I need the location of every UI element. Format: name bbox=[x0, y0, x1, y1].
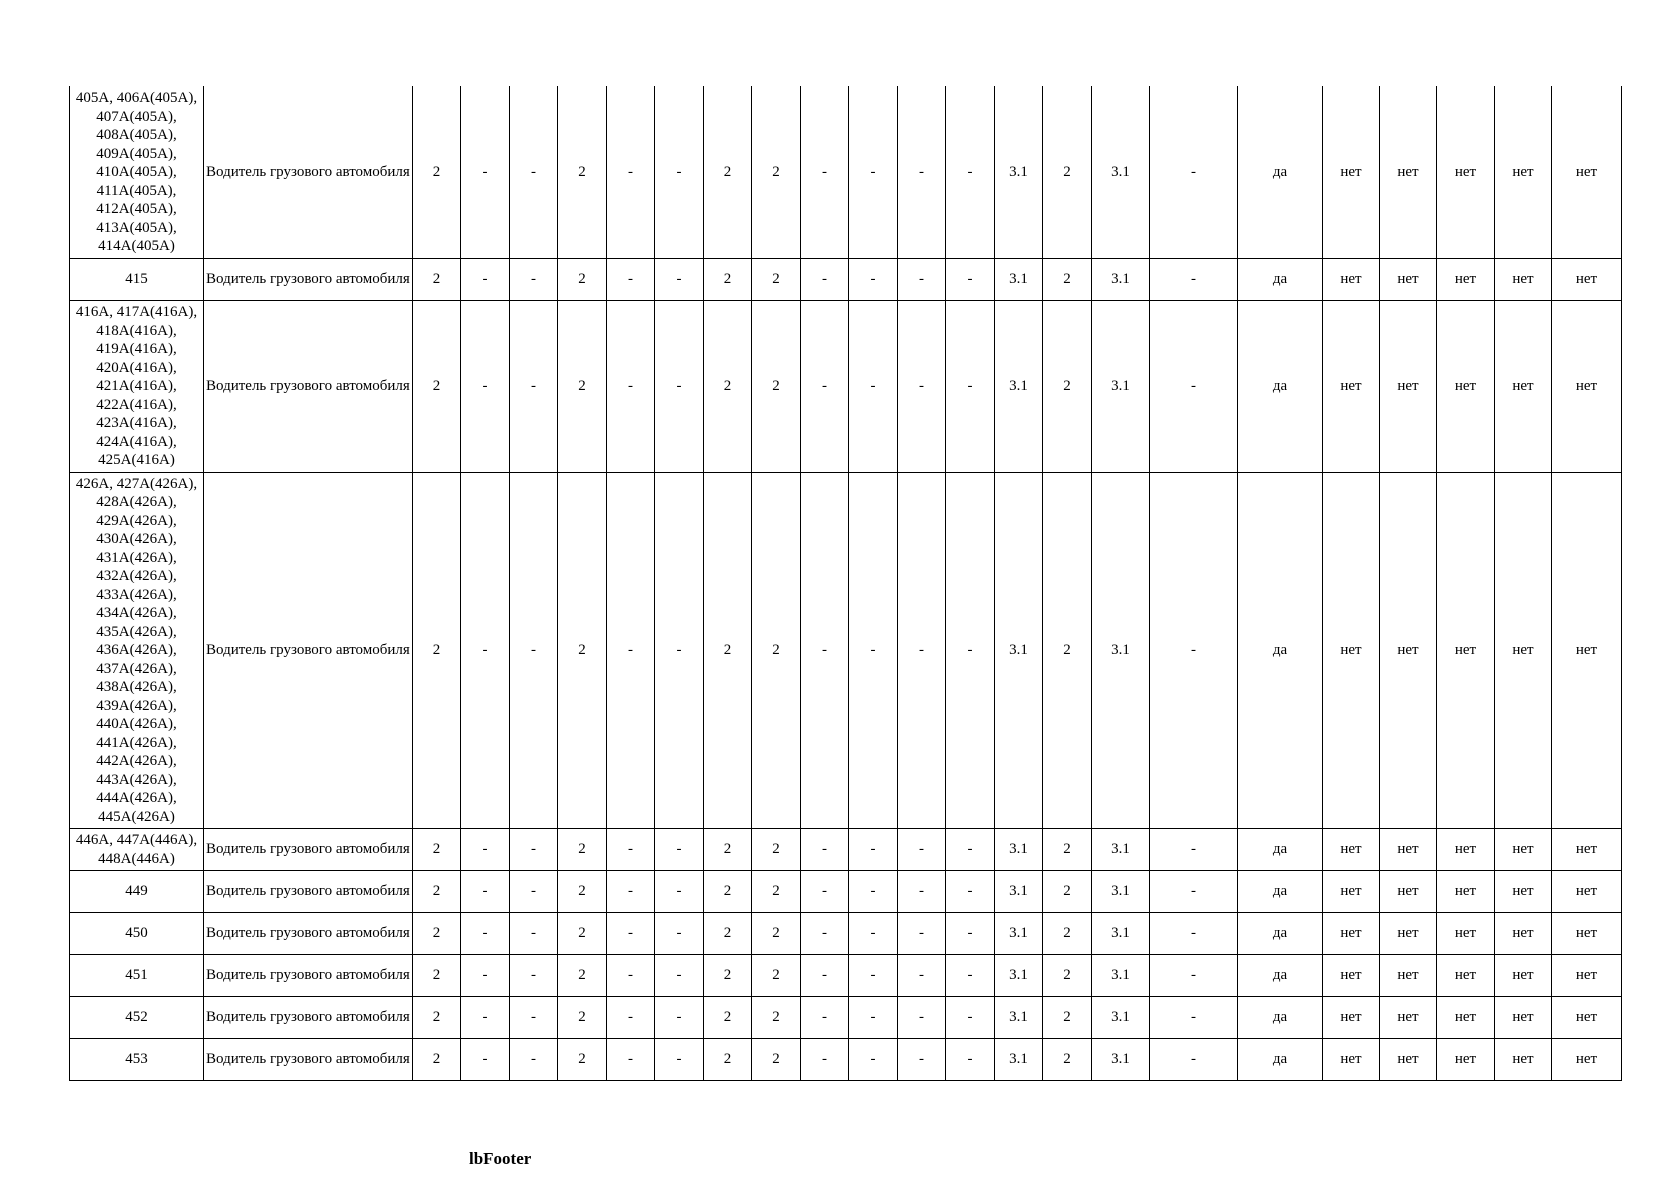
value-cell: нет bbox=[1552, 870, 1622, 912]
value-cell: 3.1 bbox=[995, 828, 1043, 870]
value-cell: нет bbox=[1495, 828, 1552, 870]
value-cell: 2 bbox=[1043, 870, 1092, 912]
value-cell: 3.1 bbox=[1092, 1038, 1150, 1080]
value-cell: 3.1 bbox=[1092, 472, 1150, 828]
value-cell: нет bbox=[1495, 996, 1552, 1038]
value-cell: нет bbox=[1380, 472, 1437, 828]
value-cell: нет bbox=[1495, 258, 1552, 300]
value-cell: - bbox=[461, 1038, 510, 1080]
value-cell: - bbox=[510, 870, 558, 912]
value-cell: нет bbox=[1495, 870, 1552, 912]
value-cell: 2 bbox=[704, 86, 752, 258]
value-cell: - bbox=[607, 828, 655, 870]
value-cell: - bbox=[898, 954, 946, 996]
value-cell: да bbox=[1238, 912, 1323, 954]
value-cell: - bbox=[1150, 828, 1238, 870]
workplace-codes-cell: 449 bbox=[70, 870, 204, 912]
value-cell: нет bbox=[1437, 954, 1495, 996]
position-cell: Водитель грузового автомобиля bbox=[204, 954, 413, 996]
value-cell: нет bbox=[1437, 870, 1495, 912]
value-cell: - bbox=[801, 996, 849, 1038]
value-cell: - bbox=[801, 828, 849, 870]
value-cell: 2 bbox=[704, 258, 752, 300]
value-cell: нет bbox=[1437, 86, 1495, 258]
value-cell: - bbox=[801, 870, 849, 912]
workplace-codes-cell: 415 bbox=[70, 258, 204, 300]
value-cell: нет bbox=[1323, 912, 1380, 954]
table-row bbox=[70, 828, 1622, 870]
value-cell: - bbox=[801, 300, 849, 472]
value-cell: 2 bbox=[558, 258, 607, 300]
position-cell: Водитель грузового автомобиля bbox=[204, 1038, 413, 1080]
assessment-table bbox=[69, 86, 1622, 1081]
value-cell: нет bbox=[1552, 258, 1622, 300]
value-cell: - bbox=[461, 300, 510, 472]
value-cell: - bbox=[1150, 472, 1238, 828]
value-cell: 2 bbox=[752, 86, 801, 258]
value-cell: - bbox=[801, 912, 849, 954]
value-cell: - bbox=[801, 1038, 849, 1080]
table-row bbox=[70, 258, 1622, 300]
value-cell: нет bbox=[1552, 1038, 1622, 1080]
value-cell: 3.1 bbox=[995, 300, 1043, 472]
table-row bbox=[70, 1038, 1622, 1080]
value-cell: 2 bbox=[752, 828, 801, 870]
value-cell: - bbox=[510, 912, 558, 954]
value-cell: - bbox=[801, 258, 849, 300]
value-cell: да bbox=[1238, 870, 1323, 912]
value-cell: - bbox=[607, 472, 655, 828]
value-cell: нет bbox=[1380, 300, 1437, 472]
value-cell: нет bbox=[1323, 300, 1380, 472]
value-cell: - bbox=[461, 86, 510, 258]
value-cell: нет bbox=[1437, 828, 1495, 870]
value-cell: - bbox=[1150, 870, 1238, 912]
value-cell: - bbox=[655, 828, 704, 870]
value-cell: 2 bbox=[413, 258, 461, 300]
value-cell: - bbox=[946, 828, 995, 870]
value-cell: 3.1 bbox=[995, 996, 1043, 1038]
value-cell: 2 bbox=[558, 954, 607, 996]
value-cell: 2 bbox=[413, 472, 461, 828]
value-cell: - bbox=[510, 258, 558, 300]
value-cell: 2 bbox=[752, 870, 801, 912]
value-cell: - bbox=[1150, 300, 1238, 472]
value-cell: нет bbox=[1437, 1038, 1495, 1080]
value-cell: - bbox=[849, 472, 898, 828]
value-cell: 3.1 bbox=[995, 954, 1043, 996]
workplace-codes-cell: 451 bbox=[70, 954, 204, 996]
value-cell: да bbox=[1238, 1038, 1323, 1080]
value-cell: - bbox=[946, 1038, 995, 1080]
value-cell: - bbox=[607, 870, 655, 912]
value-cell: - bbox=[946, 300, 995, 472]
position-cell: Водитель грузового автомобиля bbox=[204, 828, 413, 870]
value-cell: - bbox=[849, 300, 898, 472]
value-cell: 2 bbox=[413, 828, 461, 870]
position-cell: Водитель грузового автомобиля bbox=[204, 300, 413, 472]
value-cell: - bbox=[461, 870, 510, 912]
value-cell: - bbox=[655, 1038, 704, 1080]
value-cell: 2 bbox=[1043, 954, 1092, 996]
value-cell: нет bbox=[1323, 86, 1380, 258]
value-cell: - bbox=[1150, 912, 1238, 954]
value-cell: нет bbox=[1495, 912, 1552, 954]
value-cell: 3.1 bbox=[995, 472, 1043, 828]
value-cell: нет bbox=[1437, 258, 1495, 300]
value-cell: да bbox=[1238, 954, 1323, 996]
value-cell: 3.1 bbox=[995, 258, 1043, 300]
value-cell: - bbox=[461, 258, 510, 300]
value-cell: 3.1 bbox=[1092, 828, 1150, 870]
value-cell: - bbox=[946, 258, 995, 300]
value-cell: 3.1 bbox=[1092, 996, 1150, 1038]
value-cell: 2 bbox=[413, 996, 461, 1038]
value-cell: - bbox=[655, 996, 704, 1038]
value-cell: - bbox=[510, 954, 558, 996]
value-cell: - bbox=[849, 86, 898, 258]
value-cell: - bbox=[510, 472, 558, 828]
value-cell: 2 bbox=[704, 870, 752, 912]
value-cell: - bbox=[655, 258, 704, 300]
value-cell: 2 bbox=[752, 996, 801, 1038]
value-cell: 2 bbox=[1043, 300, 1092, 472]
value-cell: 2 bbox=[413, 954, 461, 996]
value-cell: - bbox=[898, 870, 946, 912]
value-cell: нет bbox=[1380, 912, 1437, 954]
value-cell: да bbox=[1238, 828, 1323, 870]
value-cell: 2 bbox=[752, 1038, 801, 1080]
table-row bbox=[70, 86, 1622, 258]
value-cell: 3.1 bbox=[995, 912, 1043, 954]
value-cell: нет bbox=[1495, 86, 1552, 258]
value-cell: 2 bbox=[558, 472, 607, 828]
table-row bbox=[70, 996, 1622, 1038]
value-cell: - bbox=[655, 954, 704, 996]
value-cell: нет bbox=[1380, 996, 1437, 1038]
value-cell: 2 bbox=[558, 912, 607, 954]
value-cell: 2 bbox=[752, 300, 801, 472]
value-cell: 2 bbox=[752, 954, 801, 996]
value-cell: - bbox=[655, 300, 704, 472]
value-cell: 2 bbox=[1043, 912, 1092, 954]
table-row bbox=[70, 300, 1622, 472]
value-cell: нет bbox=[1495, 954, 1552, 996]
value-cell: 3.1 bbox=[995, 870, 1043, 912]
table-row bbox=[70, 954, 1622, 996]
value-cell: 2 bbox=[1043, 86, 1092, 258]
value-cell: нет bbox=[1323, 954, 1380, 996]
value-cell: 3.1 bbox=[1092, 870, 1150, 912]
value-cell: 2 bbox=[558, 1038, 607, 1080]
value-cell: - bbox=[898, 996, 946, 1038]
value-cell: - bbox=[946, 912, 995, 954]
table-row bbox=[70, 472, 1622, 828]
workplace-codes-cell: 452 bbox=[70, 996, 204, 1038]
value-cell: нет bbox=[1495, 300, 1552, 472]
value-cell: - bbox=[946, 954, 995, 996]
value-cell: 2 bbox=[558, 996, 607, 1038]
value-cell: - bbox=[461, 472, 510, 828]
value-cell: нет bbox=[1380, 86, 1437, 258]
value-cell: - bbox=[801, 86, 849, 258]
value-cell: нет bbox=[1552, 912, 1622, 954]
value-cell: - bbox=[655, 870, 704, 912]
value-cell: нет bbox=[1380, 258, 1437, 300]
position-cell: Водитель грузового автомобиля bbox=[204, 472, 413, 828]
value-cell: - bbox=[461, 996, 510, 1038]
workplace-codes-cell: 453 bbox=[70, 1038, 204, 1080]
value-cell: нет bbox=[1380, 828, 1437, 870]
value-cell: - bbox=[849, 996, 898, 1038]
workplace-codes-cell: 426А, 427А(426А), 428А(426А), 429А(426А), 430А(426А), 431А(426А), 432А(426А), 433А(426А), 434А(426А), 435А(426А), 436А(426А), 437А(426А), 438А(426А), 439А(426А), 440А(426А), 441А(426А), 442А(426А), 443А(426А), 444А(426А), 445А(426А) bbox=[70, 472, 204, 828]
workplace-codes-cell: 405А, 406А(405А), 407А(405А), 408А(405А), 409А(405А), 410А(405А), 411А(405А), 412А(405А), 413А(405А), 414А(405А) bbox=[70, 86, 204, 258]
value-cell: нет bbox=[1323, 472, 1380, 828]
value-cell: нет bbox=[1323, 870, 1380, 912]
value-cell: - bbox=[607, 86, 655, 258]
value-cell: - bbox=[607, 1038, 655, 1080]
value-cell: - bbox=[461, 954, 510, 996]
value-cell: 2 bbox=[1043, 828, 1092, 870]
value-cell: 2 bbox=[1043, 1038, 1092, 1080]
value-cell: - bbox=[849, 1038, 898, 1080]
value-cell: 3.1 bbox=[1092, 912, 1150, 954]
value-cell: - bbox=[510, 1038, 558, 1080]
value-cell: 3.1 bbox=[995, 1038, 1043, 1080]
value-cell: - bbox=[461, 828, 510, 870]
value-cell: 2 bbox=[704, 472, 752, 828]
value-cell: - bbox=[1150, 954, 1238, 996]
value-cell: 2 bbox=[704, 300, 752, 472]
value-cell: - bbox=[849, 912, 898, 954]
value-cell: 2 bbox=[413, 1038, 461, 1080]
value-cell: нет bbox=[1552, 996, 1622, 1038]
value-cell: 3.1 bbox=[1092, 258, 1150, 300]
value-cell: - bbox=[510, 300, 558, 472]
value-cell: 2 bbox=[752, 258, 801, 300]
value-cell: 2 bbox=[752, 472, 801, 828]
value-cell: - bbox=[1150, 258, 1238, 300]
table-row bbox=[70, 870, 1622, 912]
value-cell: - bbox=[607, 996, 655, 1038]
value-cell: - bbox=[801, 954, 849, 996]
value-cell: 2 bbox=[704, 828, 752, 870]
value-cell: 2 bbox=[413, 300, 461, 472]
value-cell: нет bbox=[1323, 1038, 1380, 1080]
value-cell: - bbox=[898, 828, 946, 870]
value-cell: 3.1 bbox=[1092, 86, 1150, 258]
value-cell: 2 bbox=[1043, 996, 1092, 1038]
value-cell: 2 bbox=[704, 954, 752, 996]
value-cell: 3.1 bbox=[995, 86, 1043, 258]
value-cell: да bbox=[1238, 258, 1323, 300]
value-cell: - bbox=[898, 1038, 946, 1080]
value-cell: - bbox=[655, 86, 704, 258]
value-cell: 3.1 bbox=[1092, 954, 1150, 996]
value-cell: - bbox=[510, 828, 558, 870]
value-cell: нет bbox=[1380, 954, 1437, 996]
value-cell: 3.1 bbox=[1092, 300, 1150, 472]
value-cell: - bbox=[607, 300, 655, 472]
position-cell: Водитель грузового автомобиля bbox=[204, 86, 413, 258]
workplace-codes-cell: 446А, 447А(446А), 448А(446А) bbox=[70, 828, 204, 870]
value-cell: нет bbox=[1380, 870, 1437, 912]
value-cell: 2 bbox=[558, 828, 607, 870]
value-cell: 2 bbox=[704, 996, 752, 1038]
value-cell: - bbox=[801, 472, 849, 828]
value-cell: нет bbox=[1323, 828, 1380, 870]
page-footer: lbFooter bbox=[469, 1149, 532, 1168]
value-cell: 2 bbox=[1043, 258, 1092, 300]
value-cell: нет bbox=[1437, 300, 1495, 472]
value-cell: - bbox=[1150, 996, 1238, 1038]
value-cell: 2 bbox=[1043, 472, 1092, 828]
value-cell: нет bbox=[1552, 300, 1622, 472]
value-cell: - bbox=[1150, 1038, 1238, 1080]
table-body bbox=[70, 86, 1622, 1080]
value-cell: 2 bbox=[752, 912, 801, 954]
value-cell: 2 bbox=[704, 1038, 752, 1080]
value-cell: - bbox=[898, 258, 946, 300]
workplace-codes-cell: 450 bbox=[70, 912, 204, 954]
value-cell: нет bbox=[1437, 912, 1495, 954]
value-cell: нет bbox=[1552, 828, 1622, 870]
value-cell: - bbox=[849, 258, 898, 300]
value-cell: - bbox=[607, 258, 655, 300]
table-row bbox=[70, 912, 1622, 954]
position-cell: Водитель грузового автомобиля bbox=[204, 870, 413, 912]
value-cell: да bbox=[1238, 86, 1323, 258]
value-cell: - bbox=[898, 86, 946, 258]
value-cell: нет bbox=[1323, 996, 1380, 1038]
value-cell: - bbox=[946, 996, 995, 1038]
value-cell: нет bbox=[1552, 954, 1622, 996]
value-cell: - bbox=[510, 996, 558, 1038]
value-cell: да bbox=[1238, 472, 1323, 828]
value-cell: нет bbox=[1495, 1038, 1552, 1080]
value-cell: - bbox=[849, 954, 898, 996]
value-cell: 2 bbox=[413, 870, 461, 912]
value-cell: - bbox=[607, 954, 655, 996]
value-cell: - bbox=[655, 912, 704, 954]
value-cell: 2 bbox=[558, 86, 607, 258]
position-cell: Водитель грузового автомобиля bbox=[204, 912, 413, 954]
value-cell: - bbox=[946, 870, 995, 912]
value-cell: - bbox=[849, 870, 898, 912]
value-cell: - bbox=[898, 300, 946, 472]
value-cell: нет bbox=[1552, 472, 1622, 828]
value-cell: 2 bbox=[558, 300, 607, 472]
workplace-codes-cell: 416А, 417А(416А), 418А(416А), 419А(416А), 420А(416А), 421А(416А), 422А(416А), 423А(416А), 424А(416А), 425А(416А) bbox=[70, 300, 204, 472]
value-cell: - bbox=[849, 828, 898, 870]
value-cell: - bbox=[946, 86, 995, 258]
value-cell: - bbox=[1150, 86, 1238, 258]
value-cell: - bbox=[946, 472, 995, 828]
value-cell: нет bbox=[1437, 996, 1495, 1038]
position-cell: Водитель грузового автомобиля bbox=[204, 996, 413, 1038]
value-cell: - bbox=[461, 912, 510, 954]
value-cell: нет bbox=[1495, 472, 1552, 828]
value-cell: да bbox=[1238, 300, 1323, 472]
value-cell: нет bbox=[1323, 258, 1380, 300]
value-cell: нет bbox=[1552, 86, 1622, 258]
value-cell: - bbox=[607, 912, 655, 954]
value-cell: нет bbox=[1380, 1038, 1437, 1080]
value-cell: - bbox=[898, 472, 946, 828]
value-cell: нет bbox=[1437, 472, 1495, 828]
value-cell: да bbox=[1238, 996, 1323, 1038]
value-cell: - bbox=[510, 86, 558, 258]
value-cell: - bbox=[898, 912, 946, 954]
value-cell: 2 bbox=[413, 86, 461, 258]
value-cell: 2 bbox=[558, 870, 607, 912]
value-cell: - bbox=[655, 472, 704, 828]
position-cell: Водитель грузового автомобиля bbox=[204, 258, 413, 300]
value-cell: 2 bbox=[413, 912, 461, 954]
value-cell: 2 bbox=[704, 912, 752, 954]
